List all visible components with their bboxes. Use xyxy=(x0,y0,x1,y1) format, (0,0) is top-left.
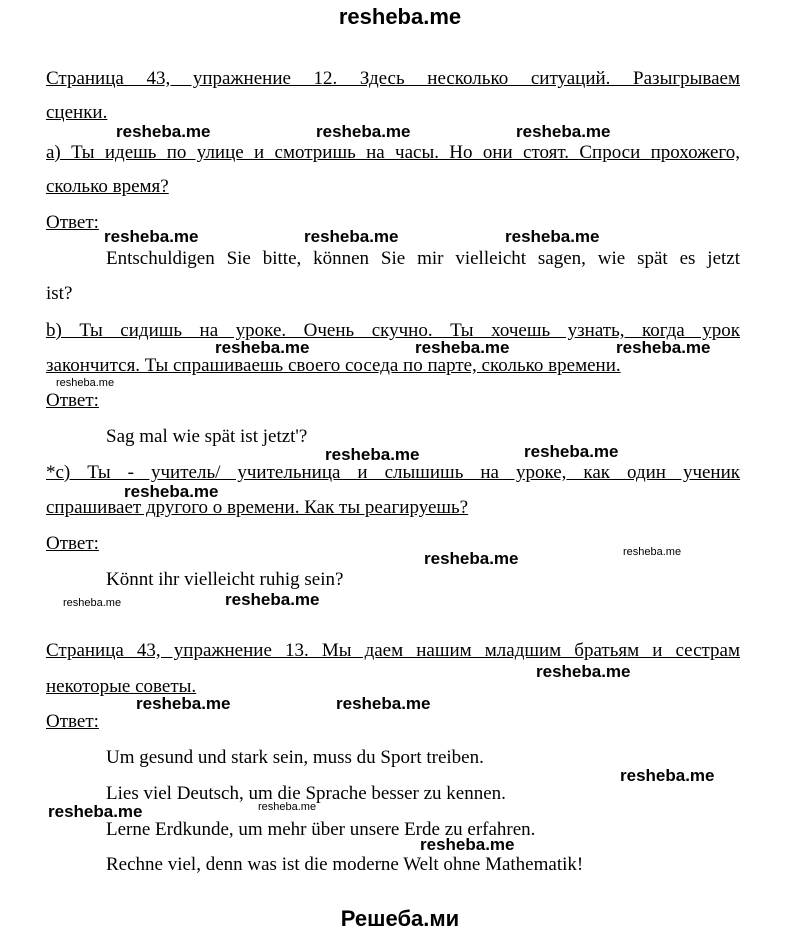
situation-b-cont: закончится. Ты спрашиваешь своего соседа по парте, сколько времени. xyxy=(46,355,621,376)
watermark: resheba.me xyxy=(316,122,411,141)
watermark: resheba.me xyxy=(620,766,715,785)
watermark: resheba.me xyxy=(524,442,619,461)
watermark: resheba.me xyxy=(225,590,320,609)
answer-13-item: Rechne viel, denn was ist die moderne Welt ohne Mathematik! xyxy=(106,854,584,875)
watermark-small: resheba.me xyxy=(63,597,122,609)
answer-c: Könnt ihr vielleicht ruhig sein? xyxy=(106,569,344,590)
watermark-small: resheba.me xyxy=(623,546,682,558)
exercise-13-title: Страница 43, упражнение 13. Мы даем нашим младшим братьям и сестрам xyxy=(46,640,740,661)
answer-label-a: Ответ: xyxy=(46,212,99,233)
watermark: resheba.me xyxy=(415,338,510,357)
situation-b: b) Ты сидишь на уроке. Очень скучно. Ты хочешь узнать, когда урок xyxy=(46,320,740,341)
answer-13-item: Um gesund und stark sein, muss du Sport treiben. xyxy=(106,747,484,768)
watermark: resheba.me xyxy=(304,227,399,246)
situation-c-cont: спрашивает другого о времени. Как ты реагируешь? xyxy=(46,497,469,518)
watermark-small: resheba.me xyxy=(258,801,317,813)
watermark: resheba.me xyxy=(505,227,600,246)
answer-a-cont: ist? xyxy=(46,283,73,304)
watermark: resheba.me xyxy=(616,338,711,357)
situation-c: *c) Ты - учитель/ учительница и слышишь на уроке, как один ученик xyxy=(46,462,740,483)
answer-label-13: Ответ: xyxy=(46,711,99,732)
watermark: resheba.me xyxy=(124,482,219,501)
watermark: resheba.me xyxy=(420,835,515,854)
watermark: resheba.me xyxy=(104,227,199,246)
watermark: resheba.me xyxy=(516,122,611,141)
watermark: resheba.me xyxy=(116,122,211,141)
watermark: resheba.me xyxy=(136,694,231,713)
watermark: resheba.me xyxy=(48,802,143,821)
answer-13-item: Lerne Erdkunde, um mehr über unsere Erde zu erfahren. xyxy=(106,819,536,840)
exercise-13-title-cont: некоторые советы. xyxy=(46,676,197,697)
watermark: resheba.me xyxy=(325,445,420,464)
answer-13-item: Lies viel Deutsch, um die Sprache besser zu kennen. xyxy=(106,783,506,804)
site-header: resheba.me xyxy=(338,4,462,29)
answer-b: Sag mal wie spät ist jetzt'? xyxy=(106,426,308,447)
watermark-small: resheba.me xyxy=(56,377,115,389)
answer-label-c: Ответ: xyxy=(46,533,99,554)
exercise-12-title-cont: сценки. xyxy=(46,102,108,123)
answer-a: Entschuldigen Sie bitte, können Sie mir vielleicht sagen, wie spät es jetzt xyxy=(106,248,740,269)
watermark: resheba.me xyxy=(424,549,519,568)
exercise-12-title: Страница 43, упражнение 12. Здесь несколько ситуаций. Разыгрываем xyxy=(46,68,740,89)
site-footer: Решеба.ми xyxy=(340,906,460,931)
situation-a-cont: сколько время? xyxy=(46,176,169,197)
situation-a: а) Ты идешь по улице и смотришь на часы. Но они стоят. Спроси прохожего, xyxy=(46,142,740,163)
watermark: resheba.me xyxy=(215,338,310,357)
watermark: resheba.me xyxy=(536,662,631,681)
watermark: resheba.me xyxy=(336,694,431,713)
answer-label-b: Ответ: xyxy=(46,390,99,411)
